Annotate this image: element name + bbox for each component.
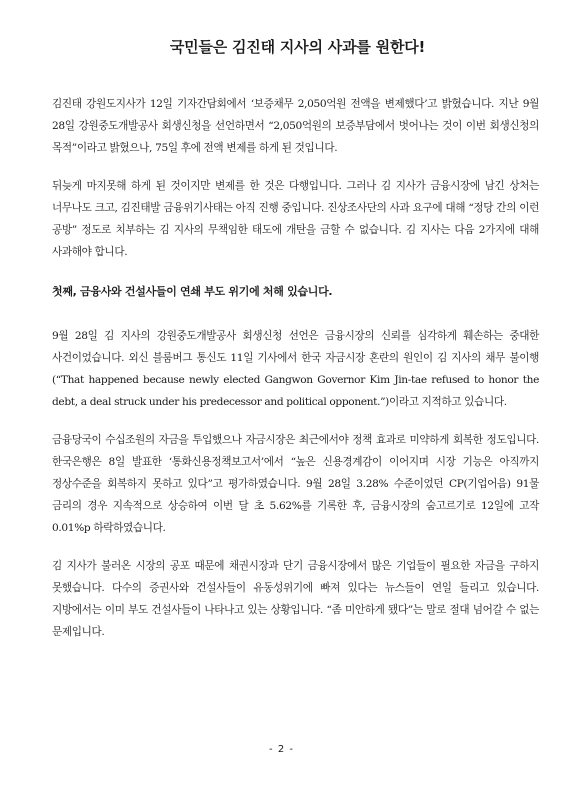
section-heading: 첫째, 금융사와 건설사들이 연쇄 부도 위기에 처해 있습니다. xyxy=(52,285,333,298)
body-paragraph-3: 김 지사가 불러온 시장의 공포 때문에 채권시장과 단기 금융시장에서 많은 기업들이 필요한 자금을 구하지 못했습니다. 다수의 증권사와 건설사들이 유동성위기에 빠져 있다는 뉴스들이 연일 들리고 있습니다. 지방에서는 이미 부도 건설사들이 나타나고 있는 상황입니다. “좀 미안하게 됐다”는 말로 절대 넘어갈 수 없는 문제입니다. xyxy=(52,560,539,638)
document-title: 국민들은 김진태 지사의 사과를 원한다! xyxy=(169,38,426,56)
page-number: - 2 - xyxy=(269,744,294,755)
body-paragraph-2: 금융당국이 수십조원의 자금을 투입했으나 자금시장은 최근에서야 정책 효과로 미약하게 회복한 정도입니다. 한국은행은 8일 발표한 ‘통화신용정책보고서’에서 “높은 신용경계감이 이어지며 시장 기능은 아직까지 정상수준을 회복하지 못하고 있다”고 평가하였습니다. 9월 28일 3.28% 수준이었던 CP(기업어음) 91물 금리의 경우 지속적으로 상승하여 이번 달 초 5.62%를 기록한 후, 금융시장의 숨고르기로 12일에 고작 0.01%p 하락하였습니다. xyxy=(52,434,539,534)
body-paragraph-1: 9월 28일 김 지사의 강원중도개발공사 회생신청 선언은 금융시장의 신뢰를 심각하게 훼손하는 중대한 사건이었습니다. 외신 블룸버그 통신도 11일 기사에서 한국 자금시장 혼란의 원인이 김 지사의 채무 불이행(“That happened because newly elected Gangwon Governor Kim Jin-tae refused to honor the debt, a deal struck under his predecessor and political opponent.”)이라고 지적하고 있습니다. xyxy=(52,330,539,408)
intro-paragraph-1: 김진태 강원도지사가 12일 기자간담회에서 ‘보증채무 2,050억원 전액을 변제했다’고 밝혔습니다. 지난 9월 28일 강원중도개발공사 회생신청을 선언하면서 “2,050억원의 보증부담에서 벗어나는 것이 이번 회생신청의 목적”이라고 밝혔으나, 75일 후에 전액 변제를 하게 된 것입니다. xyxy=(52,98,539,154)
intro-paragraph-2: 뒤늦게 마지못해 하게 된 것이지만 변제를 한 것은 다행입니다. 그러나 김 지사가 금융시장에 남긴 상처는 너무나도 크고, 김진태발 금융위기사태는 아직 진행 중입니다. 진상조사단의 사과 요구에 대해 “정당 간의 이런 공방” 정도로 치부하는 김 지사의 무책임한 태도에 개탄을 금할 수 없습니다. 김 지사는 다음 2가지에 대해 사과해야 합니다. xyxy=(52,180,539,258)
